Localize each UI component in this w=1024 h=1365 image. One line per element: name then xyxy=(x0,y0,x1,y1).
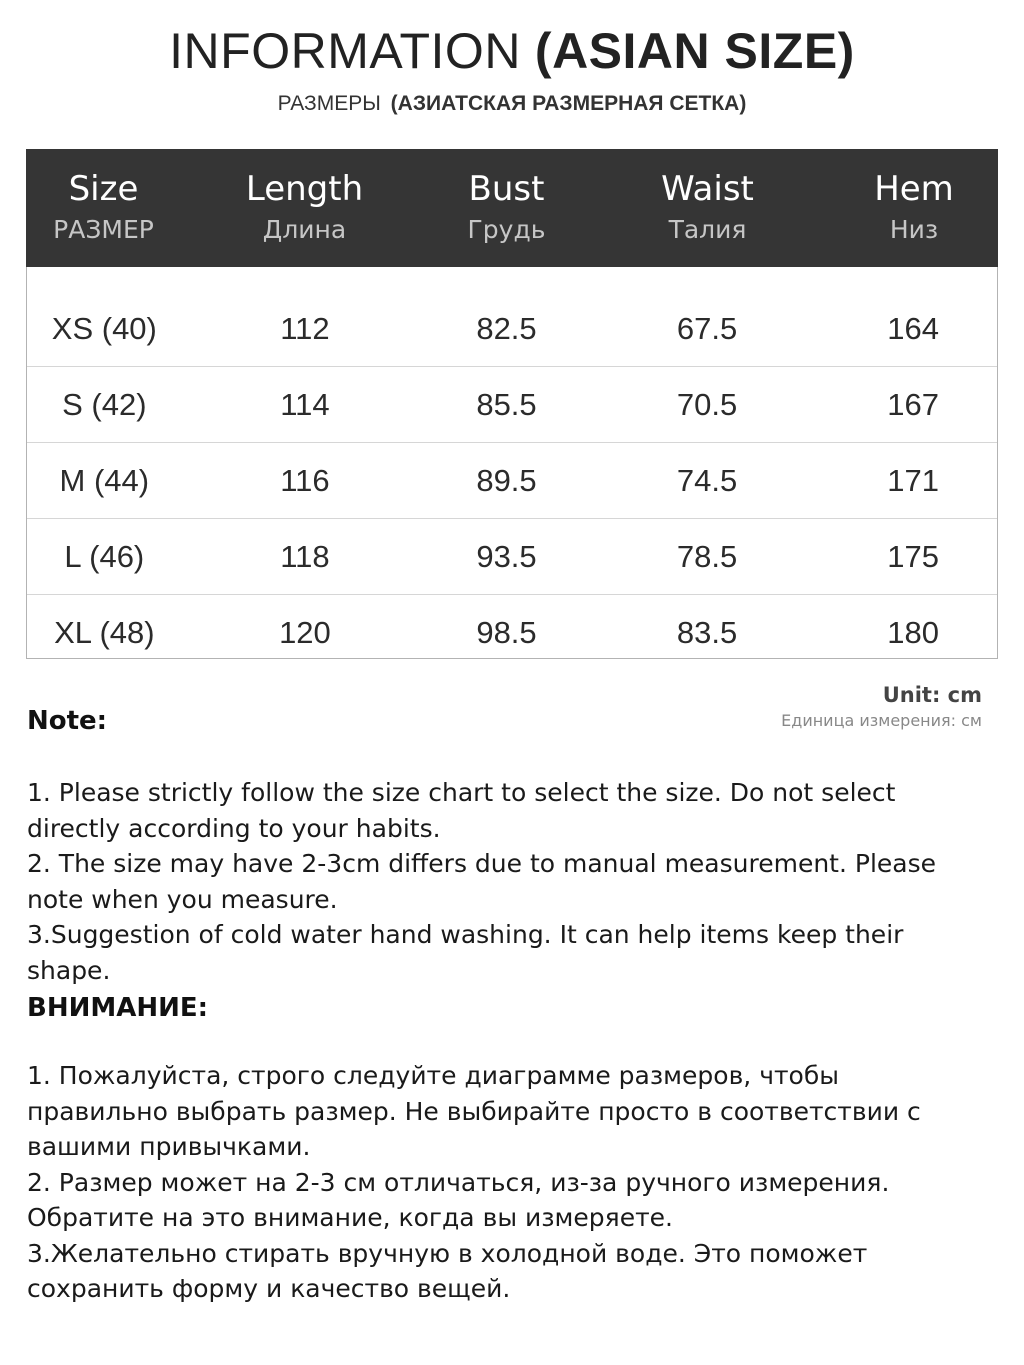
note-list xyxy=(27,775,987,988)
column-header-label: Length xyxy=(245,169,364,209)
note-list-ru xyxy=(27,1058,987,1307)
subtitle-main: РАЗМЕРЫ xyxy=(277,92,381,115)
column-header-label: Hem xyxy=(874,169,954,209)
cell-waist: 70.5 xyxy=(676,386,738,422)
note-item: 1. Пожалуйста, строго следуйте диаграмме размеров, чтобы правильно выбрать размер. Не выбирайте просто в соответствии с вашими привычками. xyxy=(27,1061,921,1161)
cell-bust: 82.5 xyxy=(476,310,537,346)
title-asian-size: (ASIAN SIZE) xyxy=(534,23,855,79)
cell-length: 120 xyxy=(279,614,331,650)
column-header-label: Size xyxy=(68,169,139,209)
size-table-body xyxy=(27,291,997,670)
note-item: 2. The size may have 2-3cm differs due to manual measurement. Please note when you measure. xyxy=(27,849,937,914)
cell-waist: 78.5 xyxy=(676,538,738,574)
unit-label-en: Unit: cm xyxy=(882,683,982,707)
column-header-label-ru: Грудь xyxy=(467,215,546,244)
page-title xyxy=(0,22,1024,80)
size-table-header xyxy=(26,149,998,267)
cell-size: S (42) xyxy=(62,386,147,422)
table-row xyxy=(27,367,997,443)
title-main: INFORMATION xyxy=(169,23,521,79)
cell-hem: 171 xyxy=(887,462,940,498)
column-header-bust xyxy=(428,149,585,267)
note-item: 2. Размер может на 2-3 см отличаться, из-за ручного измерения. Обратите на это внимание, когда вы измеряете. xyxy=(27,1167,890,1232)
column-header-length xyxy=(181,149,428,267)
column-header-label-ru: Длина xyxy=(262,215,347,244)
unit-label-ru: Единица измерения: см xyxy=(781,711,982,730)
column-header-label-ru: РАЗМЕР xyxy=(53,215,154,244)
page-subtitle xyxy=(0,92,1024,116)
column-header-label: Bust xyxy=(468,169,545,209)
unit-label xyxy=(781,683,982,730)
table-row xyxy=(27,443,997,519)
column-header-label-ru: Талия xyxy=(668,215,747,244)
cell-length: 116 xyxy=(280,462,330,498)
cell-length: 118 xyxy=(280,538,330,574)
cell-hem: 180 xyxy=(887,614,940,650)
column-header-label: Waist xyxy=(661,169,754,209)
cell-bust: 85.5 xyxy=(476,386,537,422)
cell-size: M (44) xyxy=(59,462,150,498)
cell-length: 112 xyxy=(280,310,330,346)
cell-size: XL (48) xyxy=(54,614,155,650)
note-item: 3.Suggestion of cold water hand washing. It can help items keep their shape. xyxy=(27,920,904,985)
column-header-hem xyxy=(830,149,998,267)
cell-waist: 74.5 xyxy=(676,462,738,498)
note-heading: Note: xyxy=(27,706,108,736)
note-heading-ru: ВНИМАНИЕ: xyxy=(27,993,209,1023)
cell-bust: 98.5 xyxy=(476,614,537,650)
cell-length: 114 xyxy=(280,386,330,422)
table-row xyxy=(27,291,997,367)
note-item: 3.Желательно стирать вручную в холодной воде. Это поможет сохранить форму и качество вещей. xyxy=(27,1238,868,1303)
cell-size: L (46) xyxy=(64,538,145,574)
column-header-size xyxy=(26,149,181,267)
table-row xyxy=(27,519,997,595)
column-header-label-ru: Низ xyxy=(889,215,939,244)
column-header-waist xyxy=(585,149,830,267)
cell-waist: 83.5 xyxy=(676,614,738,650)
size-table xyxy=(26,149,998,659)
cell-bust: 93.5 xyxy=(476,538,537,574)
cell-hem: 164 xyxy=(887,310,940,346)
cell-bust: 89.5 xyxy=(476,462,537,498)
cell-hem: 175 xyxy=(887,538,940,574)
subtitle-asian-grid: (АЗИАТСКАЯ РАЗМЕРНАЯ СЕТКА) xyxy=(390,92,747,115)
note-item: 1. Please strictly follow the size chart to select the size. Do not select directly according to your habits. xyxy=(27,778,896,843)
table-row xyxy=(27,595,997,670)
cell-hem: 167 xyxy=(887,386,940,422)
cell-waist: 67.5 xyxy=(676,310,738,346)
cell-size: XS (40) xyxy=(51,310,157,346)
